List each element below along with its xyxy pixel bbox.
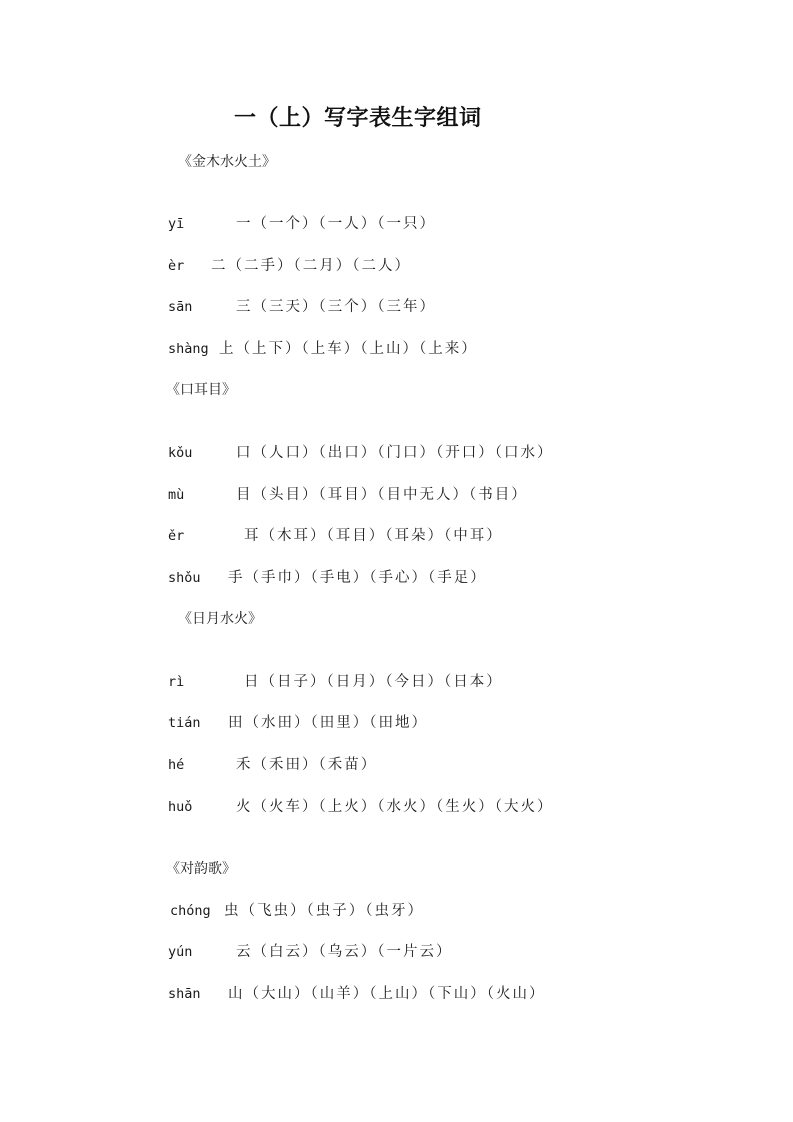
list-item [168,754,377,776]
pinyin-label: èr [168,258,185,274]
word-group: 二（二手）（二月）（二人） [211,258,411,274]
word-group: 上（上下）（上车）（上山）（上来） [219,341,478,357]
list-item [170,900,424,922]
list-item [168,796,554,818]
word-group: 一（一个）（一人）（一只） [236,216,436,232]
list-item [168,525,503,547]
document-title: 一（上）写字表生字组词 [234,106,482,131]
word-group: 三（三天）（三个）（三年） [236,299,436,315]
section-heading-ri-yue-shui-huo: 《日月水火》 [178,611,262,627]
word-group: 虫（飞虫）（虫子）（虫牙） [224,903,424,919]
list-item [168,983,546,1005]
pinyin-label: kǒu [168,445,193,461]
pinyin-label: sān [168,299,193,315]
pinyin-label: yī [168,216,185,232]
list-item [168,484,528,506]
pinyin-label: yún [168,944,193,960]
word-group: 手（手巾）（手电）（手心）（手足） [228,570,487,586]
section-heading-dui-yun-ge: 《对韵歌》 [166,861,236,877]
pinyin-label: mù [168,487,185,503]
pinyin-label: shǒu [168,570,201,586]
pinyin-label: huǒ [168,799,193,815]
list-item [168,338,478,360]
list-item [168,712,428,734]
word-group: 日（日子）（日月）（今日）（日本） [244,674,503,690]
word-group: 目（头目）（耳目）（目中无人）（书目） [236,487,528,503]
word-group: 云（白云）（乌云）（一片云） [236,944,453,960]
list-item [168,671,503,693]
pinyin-label: shàng [168,341,209,357]
pinyin-label: rì [168,674,185,690]
list-item [168,567,487,589]
list-item [168,213,436,235]
word-group: 山（大山）（山羊）（上山）（下山）（火山） [228,986,546,1002]
pinyin-label: ěr [168,528,185,544]
section-heading-jin-mu-shui-huo-tu: 《金木水火土》 [178,154,276,170]
word-group: 火（火车）（上火）（水火）（生火）（大火） [236,799,554,815]
list-item [168,941,453,963]
list-item [168,442,554,464]
list-item [168,296,436,318]
list-item [168,255,411,277]
word-group: 耳（木耳）（耳目）（耳朵）（中耳） [244,528,503,544]
pinyin-label: chóng [170,903,211,919]
word-group: 口（人口）（出口）（门口）（开口）（口水） [236,445,554,461]
word-group: 田（水田）（田里）（田地） [228,715,428,731]
word-group: 禾（禾田）（禾苗） [236,757,378,773]
pinyin-label: tián [168,715,201,731]
pinyin-label: hé [168,757,185,773]
section-heading-kou-er-mu: 《口耳目》 [166,382,236,398]
pinyin-label: shān [168,986,201,1002]
